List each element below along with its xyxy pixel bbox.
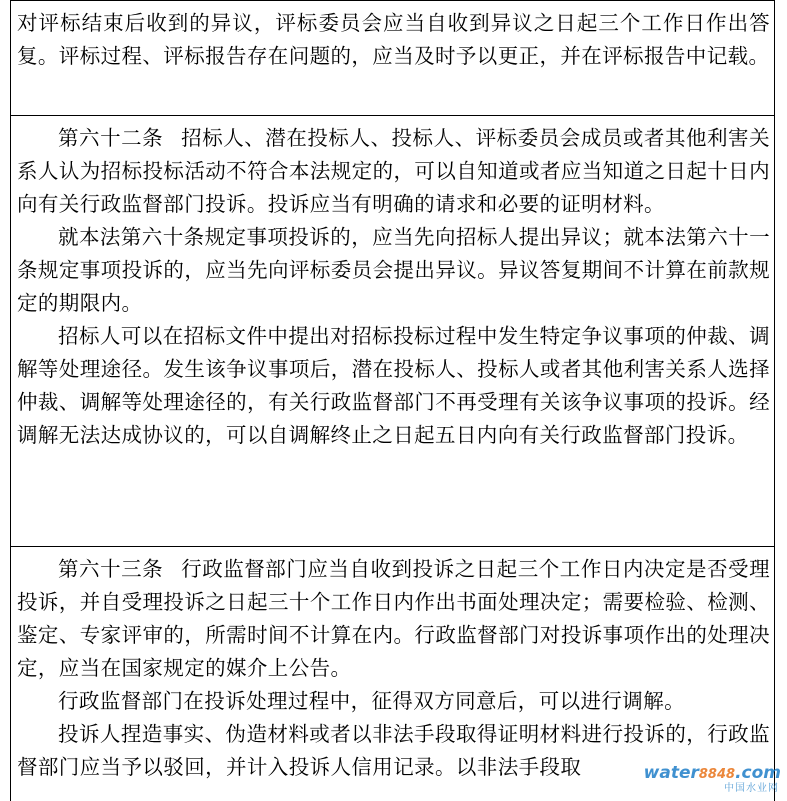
article-number: 第六十二条	[58, 126, 164, 150]
watermark-subtitle: 中国水业网	[724, 783, 779, 794]
paragraph-text: 行政监督部门应当自收到投诉之日起三个工作日内决定是否受理投诉，并自受理投诉之日起三十个工作日内作出书面处理决定；需要检验、检测、鉴定、专家评审的，所需时间不计算在内。行政监督部门对投诉事项作出的处理决定，应当在国家规定的媒介上公告。	[17, 557, 770, 680]
paragraph	[11, 685, 774, 718]
paragraph-text: 对评标结束后收到的异议，评标委员会应当自收到异议之日起三个工作日作出答复。评标过程、评标报告存在问题的，应当及时予以更正，并在评标报告中记载。	[17, 11, 770, 68]
paragraph	[11, 221, 774, 320]
article-paragraph	[11, 116, 774, 221]
paragraph-text: 就本法第六十条规定事项投诉的，应当先向招标人提出异议；就本法第六十一条规定事项投诉的，应当先向评标委员会提出异议。异议答复期间不计算在前款规定的期限内。	[17, 225, 770, 315]
watermark-brand: water8848.com	[643, 763, 781, 783]
paragraph-text: 投诉人捏造事实、伪造材料或者以非法手段取得证明材料进行投诉的，行政监督部门应当予以驳回，并计入投诉人信用记录。以非法手段取	[17, 722, 770, 779]
watermark-logo	[643, 763, 781, 795]
paragraph	[11, 320, 774, 452]
article-number: 第六十三条	[58, 557, 164, 581]
table-cell-section-1	[10, 0, 775, 115]
paragraph-text: 招标人可以在招标文件中提出对招标投标过程中发生特定争议事项的仲裁、调解等处理途径。发生该争议事项后，潜在投标人、投标人或者其他利害关系人选择仲裁、调解等处理途径的，有关行政监督部门不再受理有关该争议事项的投诉。经调解无法达成协议的，可以自调解终止之日起五日内向有关行政监督部门投诉。	[17, 324, 770, 447]
paragraph	[11, 1, 774, 73]
table-cell-article-62	[10, 115, 775, 546]
paragraph-text: 招标人、潜在投标人、投标人、评标委员会成员或者其他利害关系人认为招标投标活动不符合本法规定的，可以自知道或者应当知道之日起十日内向有关行政监督部门投诉。投诉应当有明确的请求和必要的证明材料。	[17, 126, 770, 216]
article-paragraph	[11, 547, 774, 685]
paragraph-text: 行政监督部门在投诉处理过程中，征得双方同意后，可以进行调解。	[58, 689, 685, 713]
